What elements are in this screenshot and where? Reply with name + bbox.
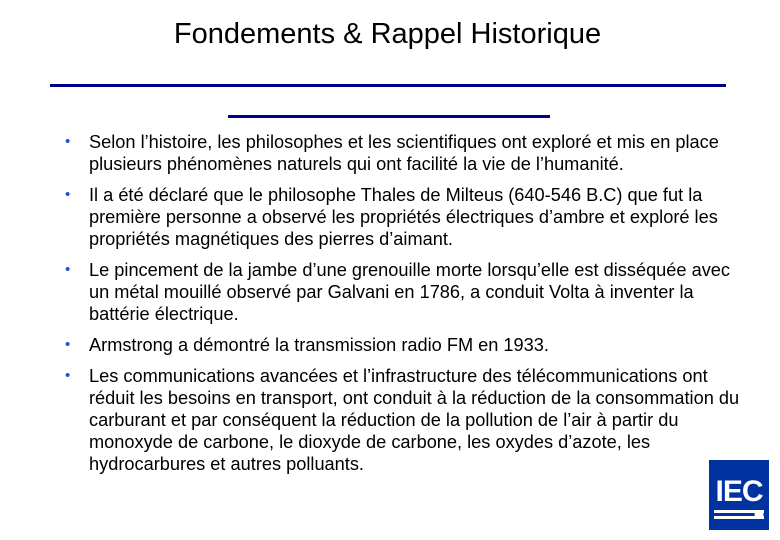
bullet-icon: • (65, 367, 71, 384)
bullet-icon: • (65, 336, 71, 353)
bullet-icon: • (65, 186, 71, 203)
slide-title: Fondements & Rappel Historique (173, 18, 602, 50)
iec-logo-graphic (709, 460, 769, 530)
bullet-text: Il a été déclaré que le philosophe Thales de Milteus (640-546 B.C) que fut la première personne a observé les propriétés électriques d’ambre et exploré les propriétés magnétiques des pierres d’aimant. (89, 185, 718, 249)
bullet-text: Armstrong a démontré la transmission radio FM en 1933. (89, 335, 549, 355)
bullet-list (62, 131, 752, 484)
bullet-text: Les communications avancées et l’infrastructure des télécommunications ont réduit les besoins en transport, ont conduit à la réduction de la consommation du carburant et par conséquent la réduction de la pollution de l’air à partir du monoxyde de carbone, le dioxyde de carbone, les oxydes d’azote, les hydrocarbures et autres polluants. (89, 366, 740, 474)
bullet-text: Selon l’histoire, les philosophes et les scientifiques ont exploré et mis en place plusieurs phénomènes naturels qui ont facilité la vie de l’humanité. (89, 132, 719, 174)
bullet-item (62, 334, 752, 356)
title-underline (50, 84, 726, 87)
iec-logo-icon (709, 460, 769, 530)
bullet-item (62, 131, 752, 175)
svg-text:IEC: IEC (715, 475, 763, 508)
bullet-text: Le pincement de la jambe d’une grenouille morte lorsqu’elle est disséquée avec un métal mouillé observé par Galvani en 1786, a conduit Volta à inventer la battérie électrique. (89, 260, 730, 324)
bullet-icon: • (65, 261, 71, 278)
bullet-item (62, 184, 752, 250)
bullet-icon: • (65, 133, 71, 150)
bullet-item (62, 259, 752, 325)
title-sub-underline (228, 115, 550, 118)
bullet-item (62, 365, 752, 475)
